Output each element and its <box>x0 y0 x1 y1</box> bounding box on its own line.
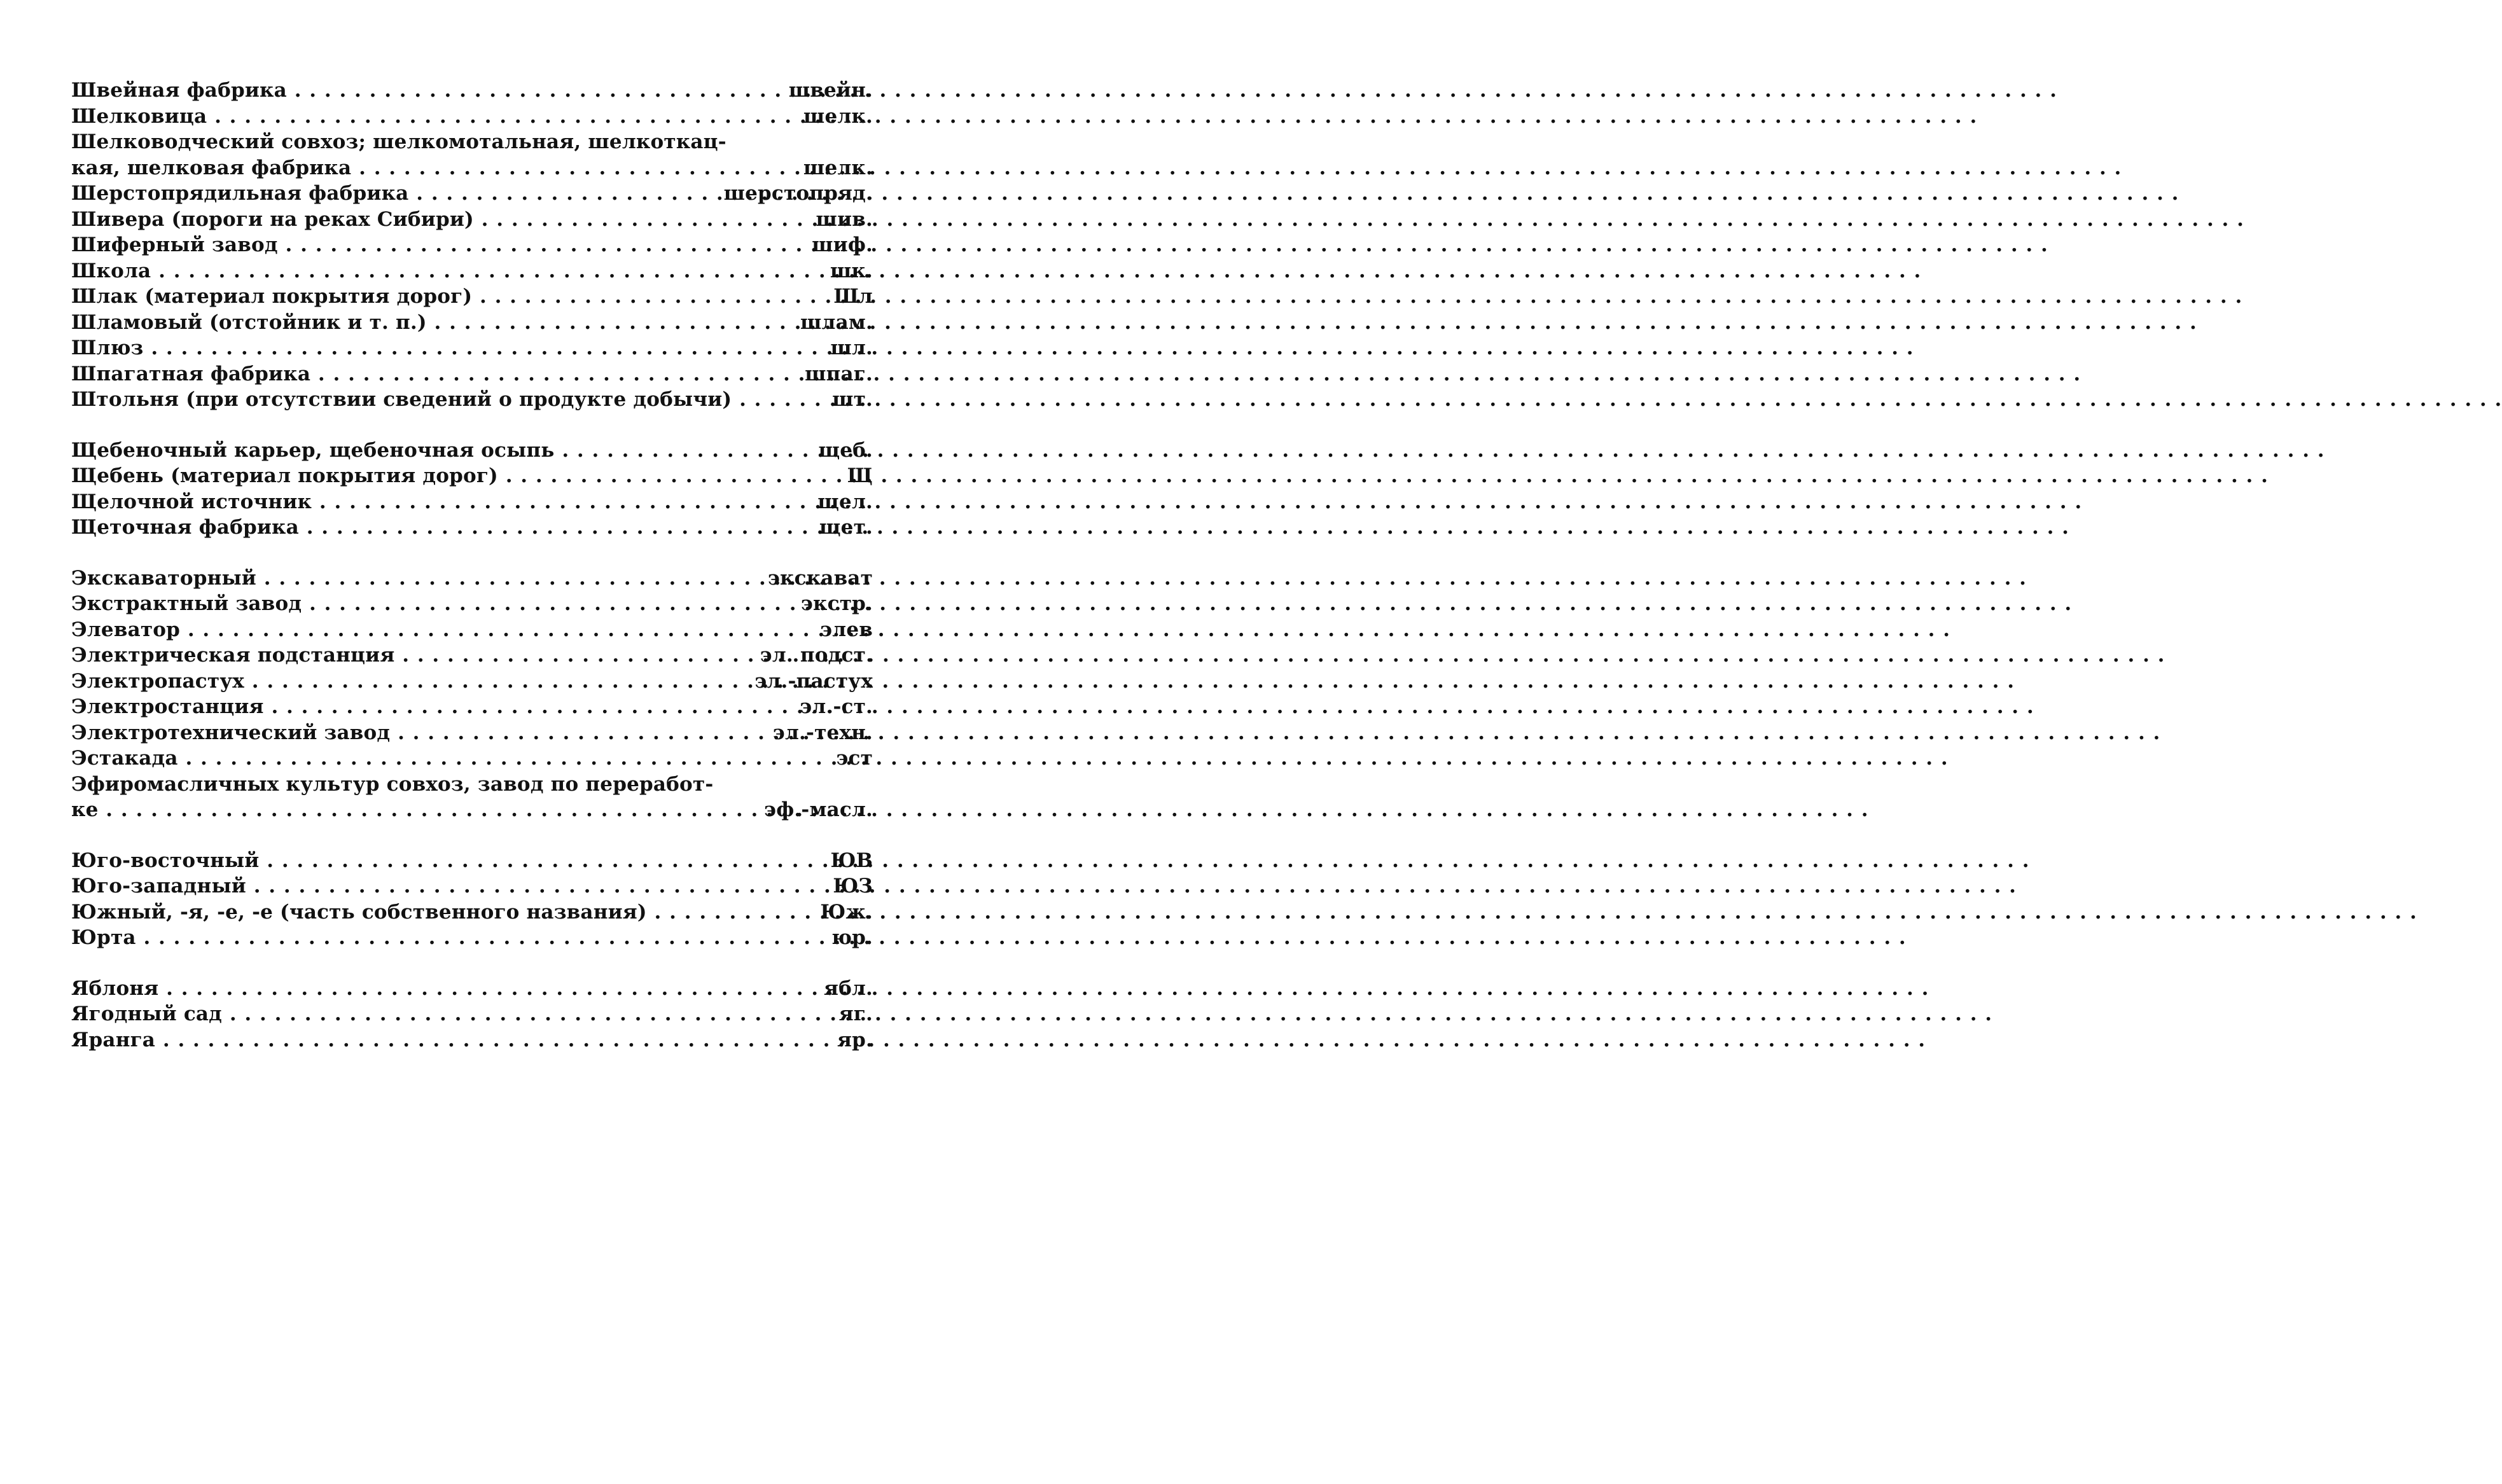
entry-abbreviation: эл.-пастух <box>754 669 873 693</box>
entry-term-line: Эфиромасличных культур совхоз, завод по переработ- <box>71 772 714 796</box>
entry-term-line: ке . . . <box>71 797 631 823</box>
entry-row <box>71 565 873 592</box>
entry-row <box>71 669 873 695</box>
entry-row <box>71 129 873 181</box>
entry-abbreviation: ЮВ <box>830 849 873 872</box>
entry-term-line: Электротехнический завод . . . <box>71 720 631 746</box>
entry-term-line: Яранга . . . <box>71 1027 631 1053</box>
entry-abbreviation: экстр. <box>800 592 873 615</box>
entry-term-line: Шлюз . . . <box>71 335 631 361</box>
entry-abbreviation: шелк. <box>803 156 873 179</box>
entry-row <box>71 78 873 104</box>
entry-abbreviation: Щ <box>847 464 873 487</box>
entry-term <box>71 258 631 284</box>
entry-term-line: Ягодный сад . . . <box>71 1001 631 1027</box>
entry-term <box>71 899 647 926</box>
entry-row <box>71 617 873 643</box>
entry-row <box>71 976 873 1002</box>
entry-term <box>71 515 631 541</box>
entry-term <box>71 565 631 592</box>
entry-term-line: Шламовый (отстойник и т. п.) . . . <box>71 310 631 336</box>
entry-group <box>71 565 873 823</box>
entry-term-line: Электростанция . . . <box>71 694 631 720</box>
entry-term-line: Электропастух . . . <box>71 669 631 695</box>
entry-group <box>71 438 873 541</box>
entry-abbreviation: экскават <box>767 566 873 590</box>
entry-row <box>71 489 873 515</box>
entry-abbreviation: щел. <box>817 490 873 513</box>
entry-term-line: Щеточная фабрика . . . <box>71 515 631 541</box>
entry-term <box>71 976 631 1002</box>
entry-abbreviation: щеб. <box>818 438 873 462</box>
entry-term-line: Шелководческий совхоз; шелкомотальная, шелкоткац- <box>71 130 726 153</box>
entry-term <box>71 669 631 695</box>
entry-row <box>71 181 873 207</box>
entry-abbreviation: яр. <box>837 1028 873 1051</box>
entry-term-line: Южный, -я, -е, -е (часть собственного названия) . . . <box>71 899 631 926</box>
entry-term <box>71 284 631 310</box>
entry-row <box>71 1027 873 1053</box>
entry-abbreviation: шелк. <box>803 104 873 128</box>
entry-row <box>71 694 873 720</box>
entry-row <box>71 387 873 413</box>
entry-term-line: Школа . . . <box>71 258 631 284</box>
entry-abbreviation: эл.-техн. <box>772 721 873 744</box>
entry-term <box>71 925 631 951</box>
entry-term <box>71 848 631 874</box>
entry-term <box>71 78 631 104</box>
entry-term-line: Яблоня . . . <box>71 976 631 1002</box>
entry-term-line: Элеватор . . . <box>71 617 631 643</box>
entry-term <box>71 104 631 130</box>
entry-term-line: Щелочной источник . . . <box>71 489 631 515</box>
entry-term <box>71 642 631 669</box>
entry-abbreviation: шив. <box>816 207 873 231</box>
entry-term <box>71 387 732 413</box>
entry-row <box>71 361 873 387</box>
entry-row <box>71 591 873 617</box>
entry-row <box>71 772 873 823</box>
entry-term-line: Шиферный завод . . . <box>71 232 631 258</box>
entry-term <box>71 1027 631 1053</box>
entry-row <box>71 873 873 899</box>
entry-group <box>71 848 873 951</box>
entry-term <box>71 361 631 387</box>
entry-row <box>71 310 873 336</box>
entry-abbreviation: щет. <box>819 516 873 539</box>
entry-term <box>71 720 631 746</box>
entry-row <box>71 258 873 284</box>
entry-term <box>71 129 726 181</box>
entry-row <box>71 104 873 130</box>
entry-term-line: Шпагатная фабрика . . . <box>71 361 631 387</box>
entry-term-line: Экстрактный завод . . . <box>71 591 631 617</box>
entry-term-line: Шлак (материал покрытия дорог) . . . <box>71 284 631 310</box>
entry-term-line: Шивера (пороги на реках Сибири) . . . <box>71 207 631 233</box>
entry-term <box>71 207 631 233</box>
entry-term-line: кая, шелковая фабрика . . . <box>71 155 631 181</box>
entry-term-line: Штольня (при отсутствии сведений о продукте добычи) . . . <box>71 387 631 413</box>
entry-term <box>71 772 714 823</box>
entry-term <box>71 232 631 258</box>
document-page <box>0 0 918 1484</box>
entry-term-line: Юго-западный . . . <box>71 873 631 899</box>
entry-term <box>71 463 631 489</box>
entry-term-line: Юрта . . . <box>71 925 631 951</box>
entry-abbreviation: шерстопряд. <box>723 182 873 205</box>
entry-row <box>71 463 873 489</box>
entry-term <box>71 335 631 361</box>
entry-abbreviation: шиф. <box>812 233 873 256</box>
entry-term-line: Щебень (материал покрытия дорог) . . . <box>71 463 631 489</box>
entry-row <box>71 1001 873 1027</box>
entry-abbreviation: ябл. <box>823 976 873 1000</box>
entry-term <box>71 873 631 899</box>
abbreviation-list <box>71 78 873 1078</box>
entry-term-line: Юго-восточный . . . <box>71 848 631 874</box>
entry-term <box>71 310 631 336</box>
entry-row <box>71 642 873 669</box>
entry-abbreviation: шл. <box>830 336 873 359</box>
entry-term-line: Щебеночный карьер, щебеночная осыпь . . . <box>71 438 631 464</box>
entry-term <box>71 438 631 464</box>
entry-term <box>71 1001 631 1027</box>
entry-row <box>71 515 873 541</box>
entry-term <box>71 489 631 515</box>
entry-abbreviation: юр. <box>831 926 873 949</box>
entry-term-line: Электрическая подстанция . . . <box>71 642 631 669</box>
entry-abbreviation: эф.-масл. <box>764 798 873 821</box>
entry-term <box>71 745 631 772</box>
entry-group <box>71 78 873 413</box>
entry-row <box>71 284 873 310</box>
entry-term-line: Шелковица . . . <box>71 104 631 130</box>
entry-abbreviation: Шл <box>833 285 873 308</box>
entry-term <box>71 617 631 643</box>
entry-row <box>71 335 873 361</box>
entry-term-line: Шерстопрядильная фабрика . . . <box>71 181 631 207</box>
entry-row <box>71 207 873 233</box>
entry-abbreviation: ЮЗ <box>833 875 873 898</box>
entry-term <box>71 694 631 720</box>
entry-abbreviation: эст <box>836 747 873 770</box>
entry-abbreviation: швейн. <box>788 79 873 102</box>
entry-term-line: Эстакада . . . <box>71 745 631 772</box>
entry-row <box>71 848 873 874</box>
entry-term <box>71 591 631 617</box>
entry-abbreviation: яг. <box>838 1002 873 1025</box>
entry-row <box>71 899 873 926</box>
entry-abbreviation: шпаг. <box>805 362 873 385</box>
entry-row <box>71 720 873 746</box>
entry-abbreviation: эл. подст. <box>760 644 873 667</box>
entry-abbreviation: шлам. <box>800 310 873 334</box>
entry-row <box>71 745 873 772</box>
entry-term-line: Экскаваторный . . . <box>71 565 631 592</box>
entry-term-line: Швейная фабрика . . . <box>71 78 631 104</box>
entry-abbreviation: шк. <box>830 259 873 282</box>
entry-abbreviation: Юж. <box>820 900 873 924</box>
entry-term <box>71 181 631 207</box>
entry-row <box>71 232 873 258</box>
entry-abbreviation: шт. <box>832 388 873 411</box>
entry-group <box>71 976 873 1053</box>
entry-row <box>71 925 873 951</box>
entry-abbreviation: элев <box>820 618 873 641</box>
entry-row <box>71 438 873 464</box>
entry-abbreviation: эл.-ст. <box>800 695 873 718</box>
